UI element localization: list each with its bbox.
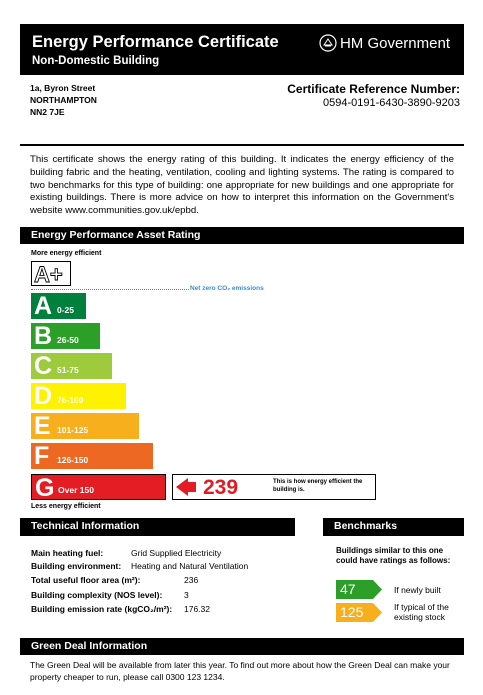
benchmarks-heading-text: Benchmarks [334, 520, 398, 532]
benchmark-value: 47 [340, 581, 356, 597]
band-letter: E [34, 412, 51, 440]
address-line-1: 1a, Byron Street [30, 83, 96, 93]
rating-section-heading [20, 227, 464, 244]
band-d [31, 383, 126, 409]
tech-value: 3 [184, 590, 189, 600]
band-e [31, 413, 139, 439]
benchmark-label: If typical of the existing stock [394, 602, 449, 622]
intro-paragraph: This certificate shows the energy rating of this building. It indicates the energy efficiency of the building fabric and the heating, ventilation, cooling and lighting systems. The rating is compared to two benchmarks for this type of building: one appropriate for new buildings and one appropriate for existing buildings. There is more advice on how to interpret this information on the Government's website www.communities.gov.uk/epbd. [30, 154, 454, 217]
energy-rating-score: 239 [203, 476, 239, 499]
tech-value: 236 [184, 575, 199, 585]
hm-government-logo: HM Government [339, 35, 450, 52]
technical-heading-text: Technical Information [31, 520, 140, 532]
rating-heading-text: Energy Performance Asset Rating [31, 229, 201, 241]
more-efficient-label: More energy efficient [31, 250, 102, 257]
page-title: Energy Performance Certificate [32, 33, 279, 51]
benchmarks-note: Buildings similar to this one could have ratings as follows: [336, 546, 451, 565]
band-range: 101-125 [57, 425, 89, 435]
green-deal-heading-text: Green Deal Information [31, 640, 148, 652]
benchmark-value: 125 [340, 604, 364, 620]
a-plus-band [31, 261, 71, 286]
net-zero-label: Net zero CO₂ emissions [190, 285, 264, 292]
tech-label: Building emission rate (kgCO₂/m²): [31, 604, 173, 614]
band-c [31, 353, 112, 379]
benchmarks-section-heading [323, 518, 464, 536]
page-subtitle: Non-Domestic Building [32, 55, 160, 67]
band-range: 76-100 [57, 395, 84, 405]
pointer-arrow-icon [176, 478, 196, 496]
divider [20, 144, 464, 146]
band-letter: B [34, 322, 53, 350]
certificate-reference-number: 0594-0191-6430-3890-9203 [322, 97, 460, 109]
green-deal-section-heading [20, 638, 464, 655]
tech-value: Heating and Natural Ventilation [131, 561, 249, 571]
band-b [31, 323, 100, 349]
band-g [31, 474, 166, 500]
tech-label: Building complexity (NOS level): [31, 590, 163, 600]
tech-label: Main heating fuel: [31, 548, 104, 558]
band-letter: F [34, 442, 50, 470]
band-letter: C [34, 352, 53, 380]
address-line-3: NN2 7JE [30, 107, 65, 117]
band-range: 51-75 [57, 365, 79, 375]
address-line-2: NORTHAMPTON [30, 95, 97, 105]
net-zero-line [31, 289, 189, 290]
band-range: 26-50 [57, 335, 79, 345]
benchmark-label: If newly built [394, 585, 441, 595]
band-letter: D [34, 382, 53, 410]
less-efficient-label: Less energy efficient [31, 503, 101, 510]
band-range: Over 150 [58, 485, 94, 495]
royal-crest-icon [319, 34, 337, 52]
certificate-reference-label: Certificate Reference Number: [287, 82, 460, 96]
band-letter: A [34, 292, 53, 320]
benchmark-typical [336, 603, 382, 622]
a-plus-text: A+ [34, 262, 63, 286]
tech-label: Building environment: [31, 561, 122, 571]
band-range: 126-150 [57, 455, 89, 465]
band-range: 0-25 [57, 305, 75, 315]
tech-value: 176.32 [184, 604, 210, 614]
band-f [31, 443, 153, 469]
band-a [31, 293, 86, 319]
pointer-note: This is how energy efficient the building is. [273, 479, 363, 493]
technical-section-heading [20, 518, 295, 536]
band-letter: G [35, 474, 55, 502]
tech-label: Total useful floor area (m²): [31, 575, 141, 585]
benchmark-new [336, 580, 382, 599]
tech-value: Grid Supplied Electricity [131, 548, 222, 558]
green-deal-text: The Green Deal will be available from later this year. To find out more about how the Green Deal can make your property cheaper to run, please call 0300 123 1234. [30, 660, 450, 682]
certificate-header [20, 24, 464, 75]
